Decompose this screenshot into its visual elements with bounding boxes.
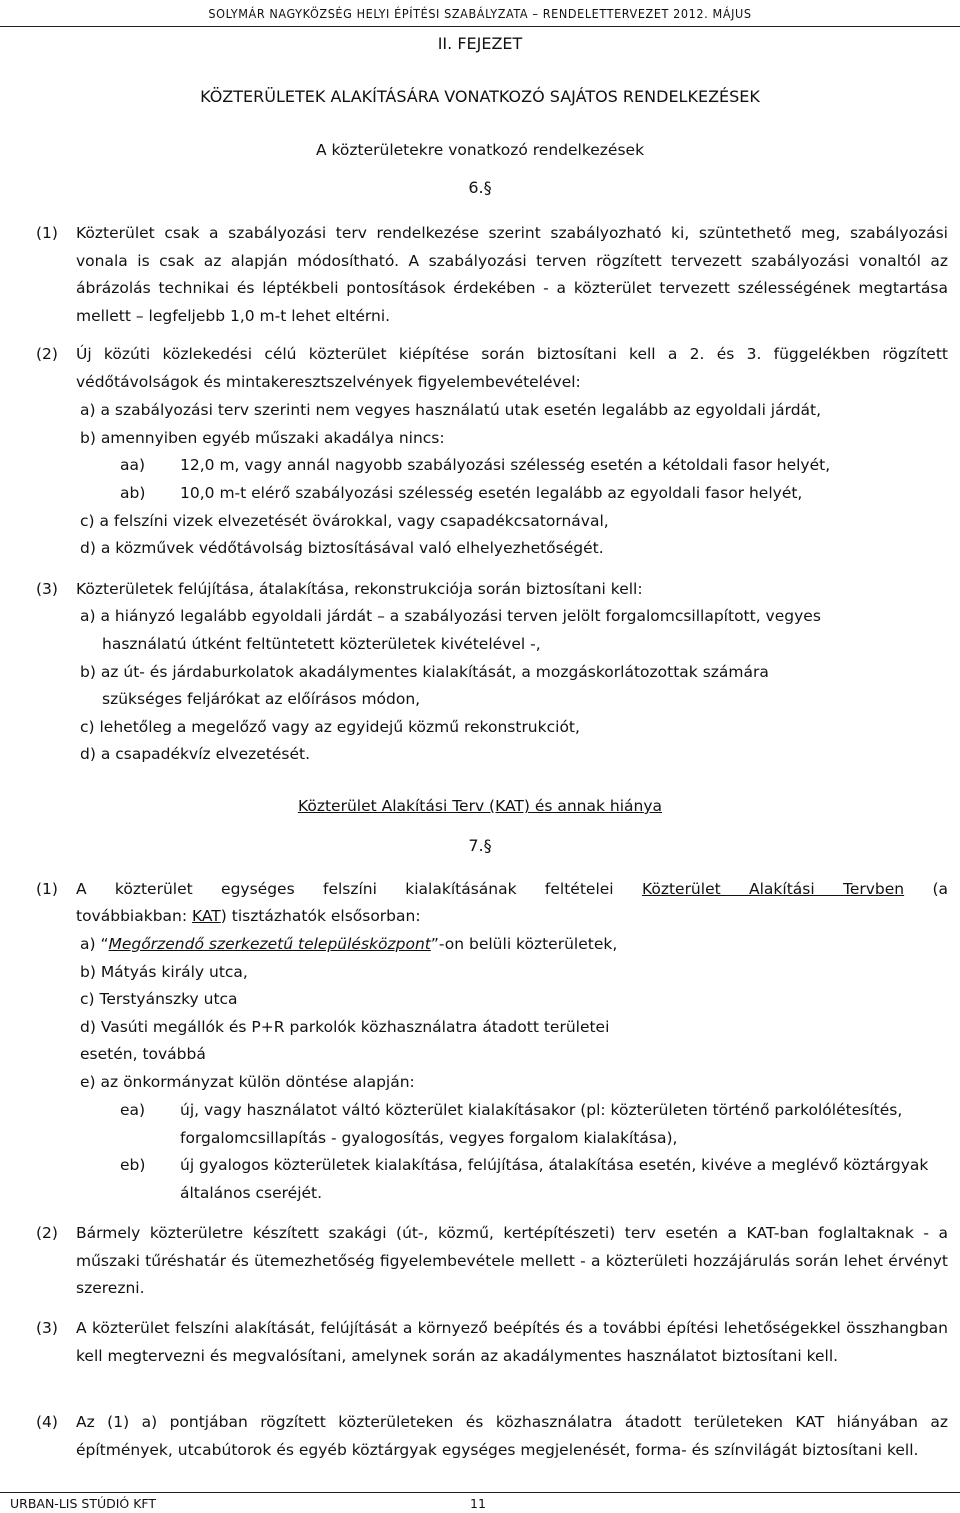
section-6-heading: 6.§ bbox=[468, 178, 492, 197]
s6-p3-item-b-line2: szükséges feljárókat az előírásos módon, bbox=[102, 690, 421, 708]
s7-p1-item-b: b) Mátyás király utca, bbox=[80, 963, 248, 981]
s7-p1-item-d: d) Vasúti megállók és P+R parkolók közhasználatra átadott területei bbox=[80, 1018, 610, 1036]
s6-p3-item-a-line2: használatú útként feltüntetett közterületek kivételével -, bbox=[102, 635, 541, 653]
s7-p2-text: Bármely közterületre készített szakági (út-, közmű, kertépítészeti) terv esetén a KAT-ban foglaltaknak - a műszaki tűréshatár és ütemezhetőség figyelembevétele mellett - a közterületi hozzájárulás során lehet érvényt szerezni. bbox=[76, 1224, 948, 1297]
s7-p1-number: (1) bbox=[36, 880, 58, 898]
s7-p2-number: (2) bbox=[36, 1224, 58, 1242]
s6-p3-number: (3) bbox=[36, 580, 58, 598]
s6-p1-text: Közterület csak a szabályozási terv rendelkezése szerint szabályozható ki, szüntethető meg, szabályozási vonala is csak az alapján módosítható. A szabályozási terven rögzített tervezett szabályozási vonaltól az ábrázolás technikai és léptékbeli pontosítások érdekében - a közterület tervezett szélességének megtartása mellett – legfeljebb 1,0 m-t lehet eltérni. bbox=[76, 224, 948, 325]
s7-p4-number: (4) bbox=[36, 1413, 58, 1431]
kat-abbreviation: KAT bbox=[192, 907, 221, 925]
s7-p1-item-ea-text: új, vagy használatot váltó közterület kialakításakor (pl: közterületen történő parkolólétesítés, forgalomcsillapítás - gyalogosítás, vegyes forgalom kialakítása), bbox=[180, 1101, 903, 1147]
s7-p1-item-eb-label: eb) bbox=[120, 1156, 146, 1174]
s7-p1-item-eb-text: új gyalogos közterületek kialakítása, felújítása, átalakítása esetén, kivéve a meglévő köztárgyak általános cseréjét. bbox=[180, 1156, 929, 1202]
section2-title: Közterület Alakítási Terv (KAT) és annak hiánya bbox=[297, 797, 663, 815]
s7-p1-item-d-continuation: esetén, továbbá bbox=[80, 1045, 206, 1063]
s6-p2-item-aa-text: 12,0 m, vagy annál nagyobb szabályozási szélesség esetén a kétoldali fasor helyét, bbox=[180, 456, 831, 474]
s7-p1-line2: továbbiakban: KAT) tisztázhatók elsősorban: bbox=[76, 907, 421, 925]
s7-p1-item-c: c) Terstyánszky utca bbox=[80, 990, 238, 1008]
s6-p3-item-d: d) a csapadékvíz elvezetését. bbox=[80, 745, 311, 763]
s6-p3-text: Közterületek felújítása, átalakítása, rekonstrukciója során biztosítani kell: bbox=[76, 580, 643, 598]
s6-p3-item-a-line1: a) a hiányzó legalább egyoldali járdát – a szabályozási terven jelölt forgalomcsillapított, vegyes bbox=[80, 607, 821, 625]
s7-p3-number: (3) bbox=[36, 1319, 58, 1337]
header-rule bbox=[0, 26, 960, 27]
s7-p4-text: Az (1) a) pontjában rögzített közterületeken és közhasználatra átadott területeken KAT hiányában az építmények, utcabútorok és egyéb köztárgyak egységes megjelenését, forma- és színvilágát biztosítani kell. bbox=[76, 1413, 948, 1459]
section-title: A közterületekre vonatkozó rendelkezések bbox=[315, 141, 645, 159]
s7-p1-line1: A közterület egységes felszíni kialakításának feltételei Közterület Alakítási Tervben (a bbox=[76, 880, 948, 898]
section-7-heading: 7.§ bbox=[468, 836, 492, 855]
s6-p3-item-c: c) lehetőleg a megelőző vagy az egyidejű közmű rekonstrukciót, bbox=[80, 718, 580, 736]
s6-p2-item-ab-label: ab) bbox=[120, 484, 146, 502]
footer-company: URBAN-LIS STÚDIÓ KFT bbox=[10, 1496, 157, 1511]
s6-p2-item-ab-text: 10,0 m-t elérő szabályozási szélesség esetén legalább az egyoldali fasor helyét, bbox=[180, 484, 803, 502]
s7-p1-item-ea-label: ea) bbox=[120, 1101, 146, 1119]
s6-p2-item-b: b) amennyiben egyéb műszaki akadálya nincs: bbox=[80, 429, 445, 447]
s7-p1-item-e: e) az önkormányzat külön döntése alapján: bbox=[80, 1073, 415, 1091]
s7-p3-text: A közterület felszíni alakítását, felújítását a környező beépítés és a további építési lehetőségekkel összhangban kell megtervezni és megvalósítani, amelynek során az akadálymentes használatot biztosítani kell. bbox=[76, 1319, 948, 1365]
s6-p2-item-aa-label: aa) bbox=[120, 456, 146, 474]
s6-p2-number: (2) bbox=[36, 345, 58, 363]
s6-p2-item-c: c) a felszíni vizek elvezetését övárokkal, vagy csapadékcsatornával, bbox=[80, 512, 609, 530]
s6-p2-text: Új közúti közlekedési célú közterület kiépítése során biztosítani kell a 2. és 3. függelékben rögzített védőtávolságok és mintakeresztszelvények figyelembevételével: bbox=[76, 345, 948, 391]
s6-p3-item-b-line1: b) az út- és járdaburkolatok akadálymentes kialakítását, a mozgáskorlátozottak számára bbox=[80, 663, 769, 681]
page-number: 11 bbox=[470, 1496, 486, 1511]
kat-full-name: Közterület Alakítási Tervben bbox=[641, 880, 905, 898]
footer-rule bbox=[0, 1492, 960, 1493]
s6-p1-number: (1) bbox=[36, 224, 58, 242]
s7-p1-item-a: a) “Megőrzendő szerkezetű településközpont”-on belüli közterületek, bbox=[80, 935, 618, 953]
chapter-number: II. FEJEZET bbox=[437, 34, 523, 53]
s6-p2-item-a: a) a szabályozási terv szerinti nem vegyes használatú utak esetén legalább az egyoldali járdát, bbox=[80, 401, 822, 419]
s6-p2-item-d: d) a közművek védőtávolság biztosításával való elhelyezhetőségét. bbox=[80, 539, 604, 557]
chapter-title: KÖZTERÜLETEK ALAKÍTÁSÁRA VONATKOZÓ SAJÁTOS RENDELKEZÉSEK bbox=[200, 87, 760, 106]
page-header: SOLYMÁR NAGYKÖZSÉG HELYI ÉPÍTÉSI SZABÁLYZATA – RENDELETTERVEZET 2012. MÁJUS bbox=[208, 6, 752, 21]
